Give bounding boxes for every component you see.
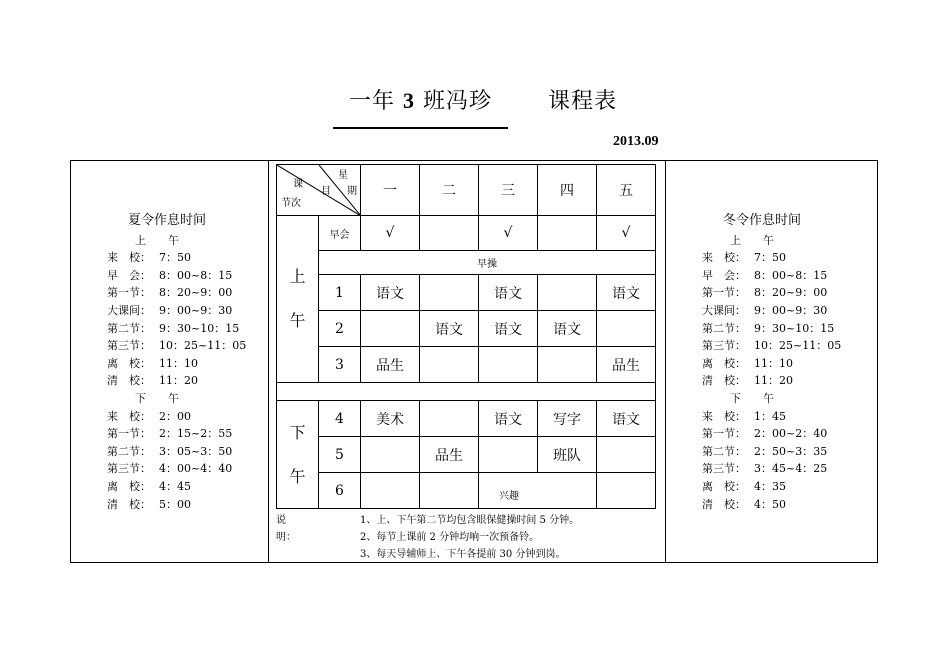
winter-am-label: 来 校： bbox=[702, 251, 746, 265]
winter-pm-label: 第三节： bbox=[702, 462, 746, 476]
class-cell bbox=[597, 437, 656, 473]
winter-pm-label: 清 校： bbox=[702, 497, 746, 511]
winter-am-time: 8：00~8：15 bbox=[754, 268, 828, 282]
corner-star: 星 bbox=[338, 170, 348, 181]
winter-pm-time: 4：50 bbox=[754, 497, 786, 511]
class-cell bbox=[479, 347, 538, 383]
class-cell bbox=[538, 275, 597, 311]
morning-meeting-cell bbox=[538, 216, 597, 251]
winter-am-label: 第三节： bbox=[702, 339, 746, 353]
summer-pm-time: 4：45 bbox=[159, 479, 191, 493]
winter-schedule bbox=[702, 212, 852, 513]
winter-pm-time: 2：00~2：40 bbox=[754, 427, 828, 441]
summer-am-label: 早 会： bbox=[107, 268, 151, 282]
winter-am-time: 9：00~9：30 bbox=[754, 303, 828, 317]
winter-pm-time: 2：50~3：35 bbox=[754, 444, 828, 458]
winter-am-row bbox=[702, 337, 852, 355]
summer-pm-row bbox=[107, 478, 257, 496]
period-number: 1 bbox=[319, 275, 361, 311]
summer-pm-time: 5：00 bbox=[159, 497, 191, 511]
class-cell: 语文 bbox=[597, 275, 656, 311]
period-number: 2 bbox=[319, 311, 361, 347]
winter-am-row bbox=[702, 320, 852, 338]
winter-am-label: 第二节： bbox=[702, 321, 746, 335]
summer-am-label: 第一节： bbox=[107, 286, 151, 300]
winter-am-label: 清 校： bbox=[702, 374, 746, 388]
winter-pm-row bbox=[702, 460, 852, 478]
winter-heading: 冬令作息时间 bbox=[722, 213, 801, 228]
class-cell: 语文 bbox=[479, 401, 538, 437]
morning-meeting-cell: √ bbox=[597, 216, 656, 251]
summer-pm-time: 2：00 bbox=[159, 409, 191, 423]
winter-am-time: 11：10 bbox=[754, 356, 793, 370]
class-cell bbox=[538, 347, 597, 383]
morning-meeting-cell bbox=[420, 216, 479, 251]
corner-qi: 期 bbox=[347, 186, 357, 197]
summer-am-time: 9：30~10：15 bbox=[159, 321, 240, 335]
summer-am-label: 大课间： bbox=[107, 303, 151, 317]
winter-am-time: 9：30~10：15 bbox=[754, 321, 835, 335]
note-item: 3、每天导辅师上、下午各提前 30 分钟到岗。 bbox=[360, 549, 566, 560]
am-label: 上 午 bbox=[277, 216, 319, 383]
winter-am-time: 8：20~9：00 bbox=[754, 286, 828, 300]
summer-pm-time: 3：05~3：50 bbox=[159, 444, 233, 458]
class-cell: 语文 bbox=[361, 275, 420, 311]
summer-am-row bbox=[107, 372, 257, 390]
corner-ke: 课 bbox=[293, 179, 303, 190]
schedule-title: 课程表 bbox=[548, 89, 618, 114]
note-item: 2、每节上课前 2 分钟均响一次预备铃。 bbox=[360, 532, 540, 543]
summer-am-time: 10：25~11：05 bbox=[159, 339, 247, 353]
winter-am-label: 上 午 bbox=[730, 233, 774, 247]
winter-am-time: 10：25~11：05 bbox=[754, 339, 842, 353]
class-cell bbox=[420, 473, 479, 509]
summer-pm-label: 来 校： bbox=[107, 409, 151, 423]
summer-am-time: 7：50 bbox=[159, 251, 191, 265]
class-cell bbox=[420, 347, 479, 383]
winter-pm-label: 第一节： bbox=[702, 427, 746, 441]
winter-am-row bbox=[702, 302, 852, 320]
winter-am-label: 大课间： bbox=[702, 303, 746, 317]
corner-header bbox=[277, 165, 361, 216]
summer-schedule bbox=[107, 212, 257, 513]
summer-pm-time: 4：00~4：40 bbox=[159, 462, 233, 476]
class-cell: 语文 bbox=[538, 311, 597, 347]
date-label: 2013.09 bbox=[613, 134, 659, 149]
winter-pm-label: 来 校： bbox=[702, 409, 746, 423]
class-cell bbox=[597, 473, 656, 509]
summer-pm-label: 第三节： bbox=[107, 462, 151, 476]
summer-am-time: 11：10 bbox=[159, 356, 198, 370]
winter-pm-label: 离 校： bbox=[702, 479, 746, 493]
winter-am-label: 离 校： bbox=[702, 356, 746, 370]
interest-cell bbox=[479, 473, 597, 509]
winter-pm-label: 第二节： bbox=[702, 444, 746, 458]
class-cell bbox=[361, 473, 420, 509]
page-title bbox=[0, 84, 950, 129]
summer-am-time: 8：00~8：15 bbox=[159, 268, 233, 282]
notes-label: 说明： bbox=[276, 515, 296, 543]
summer-pm-label: 离 校： bbox=[107, 479, 151, 493]
class-cell: 写字 bbox=[538, 401, 597, 437]
class-cell: 语文 bbox=[479, 275, 538, 311]
summer-am-label: 第二节： bbox=[107, 321, 151, 335]
morning-meeting-label: 早会 bbox=[319, 216, 361, 251]
period-number: 6 bbox=[319, 473, 361, 509]
summer-pm-row bbox=[107, 460, 257, 478]
interest-label: 兴趣 bbox=[499, 491, 519, 502]
summer-am-time: 9：00~9：30 bbox=[159, 303, 233, 317]
day-header: 四 bbox=[538, 165, 597, 216]
class-cell: 班队 bbox=[538, 437, 597, 473]
divider-left bbox=[268, 160, 269, 563]
winter-am-label: 早 会： bbox=[702, 268, 746, 282]
class-cell: 美术 bbox=[361, 401, 420, 437]
class-cell bbox=[420, 275, 479, 311]
class-cell: 品生 bbox=[361, 347, 420, 383]
winter-pm-label: 下 午 bbox=[730, 391, 774, 405]
class-cell: 语文 bbox=[420, 311, 479, 347]
class-cell: 品生 bbox=[597, 347, 656, 383]
summer-pm-row bbox=[107, 425, 257, 443]
summer-am-row bbox=[107, 355, 257, 373]
class-cell bbox=[479, 437, 538, 473]
class-cell: 语文 bbox=[479, 311, 538, 347]
period-number: 5 bbox=[319, 437, 361, 473]
noon-break-row bbox=[277, 383, 656, 401]
winter-am-row bbox=[702, 372, 852, 390]
timetable bbox=[276, 164, 656, 509]
summer-am-row bbox=[107, 284, 257, 302]
winter-am-time: 11：20 bbox=[754, 374, 793, 388]
summer-am-row bbox=[107, 249, 257, 267]
summer-pm-time: 2：15~2：55 bbox=[159, 427, 233, 441]
summer-pm-row bbox=[107, 496, 257, 514]
summer-am-row bbox=[107, 267, 257, 285]
morning-exercise: 早操 bbox=[319, 251, 656, 275]
summer-am-row bbox=[107, 302, 257, 320]
class-cell bbox=[361, 311, 420, 347]
morning-meeting-cell: √ bbox=[361, 216, 420, 251]
day-header: 二 bbox=[420, 165, 479, 216]
pm-label: 下 午 bbox=[277, 401, 319, 509]
winter-am-time: 7：50 bbox=[754, 251, 786, 265]
divider-right bbox=[665, 160, 666, 563]
period-number: 4 bbox=[319, 401, 361, 437]
summer-am-row bbox=[107, 320, 257, 338]
summer-pm-label: 下 午 bbox=[135, 391, 179, 405]
winter-pm-row bbox=[702, 425, 852, 443]
class-cell: 品生 bbox=[420, 437, 479, 473]
summer-pm-label: 第一节： bbox=[107, 427, 151, 441]
winter-am-label: 第一节： bbox=[702, 286, 746, 300]
summer-pm-label: 第二节： bbox=[107, 444, 151, 458]
period-number: 3 bbox=[319, 347, 361, 383]
summer-am-label: 清 校： bbox=[107, 374, 151, 388]
summer-am-time: 8：20~9：00 bbox=[159, 286, 233, 300]
note-item: 1、上、下午第二节均包含眼保健操时间 5 分钟。 bbox=[360, 515, 580, 526]
summer-pm-row bbox=[107, 408, 257, 426]
class-title: 一年 3 班冯珍 bbox=[333, 84, 508, 129]
winter-pm-time: 4：35 bbox=[754, 479, 786, 493]
summer-am-label: 第三节： bbox=[107, 339, 151, 353]
winter-am-row bbox=[702, 355, 852, 373]
winter-pm-time: 3：45~4：25 bbox=[754, 462, 828, 476]
winter-pm-row bbox=[702, 496, 852, 514]
winter-am-row bbox=[702, 284, 852, 302]
winter-pm-time: 1：45 bbox=[754, 409, 786, 423]
summer-am-label: 离 校： bbox=[107, 356, 151, 370]
day-header: 一 bbox=[361, 165, 420, 216]
summer-heading: 夏令作息时间 bbox=[127, 213, 206, 228]
summer-am-label: 来 校： bbox=[107, 251, 151, 265]
class-cell bbox=[597, 311, 656, 347]
summer-pm-row bbox=[107, 443, 257, 461]
day-header: 五 bbox=[597, 165, 656, 216]
morning-meeting-cell: √ bbox=[479, 216, 538, 251]
winter-pm-row bbox=[702, 408, 852, 426]
summer-am-row bbox=[107, 337, 257, 355]
corner-mu: 目 bbox=[321, 186, 331, 197]
class-cell bbox=[420, 401, 479, 437]
class-cell bbox=[361, 437, 420, 473]
winter-am-row bbox=[702, 249, 852, 267]
corner-jieci: 节次 bbox=[281, 198, 301, 209]
day-header: 三 bbox=[479, 165, 538, 216]
winter-am-row bbox=[702, 267, 852, 285]
summer-pm-label: 清 校： bbox=[107, 497, 151, 511]
winter-pm-row bbox=[702, 443, 852, 461]
winter-pm-row bbox=[702, 478, 852, 496]
summer-am-label: 上 午 bbox=[135, 233, 179, 247]
summer-am-time: 11：20 bbox=[159, 374, 198, 388]
class-cell: 语文 bbox=[597, 401, 656, 437]
